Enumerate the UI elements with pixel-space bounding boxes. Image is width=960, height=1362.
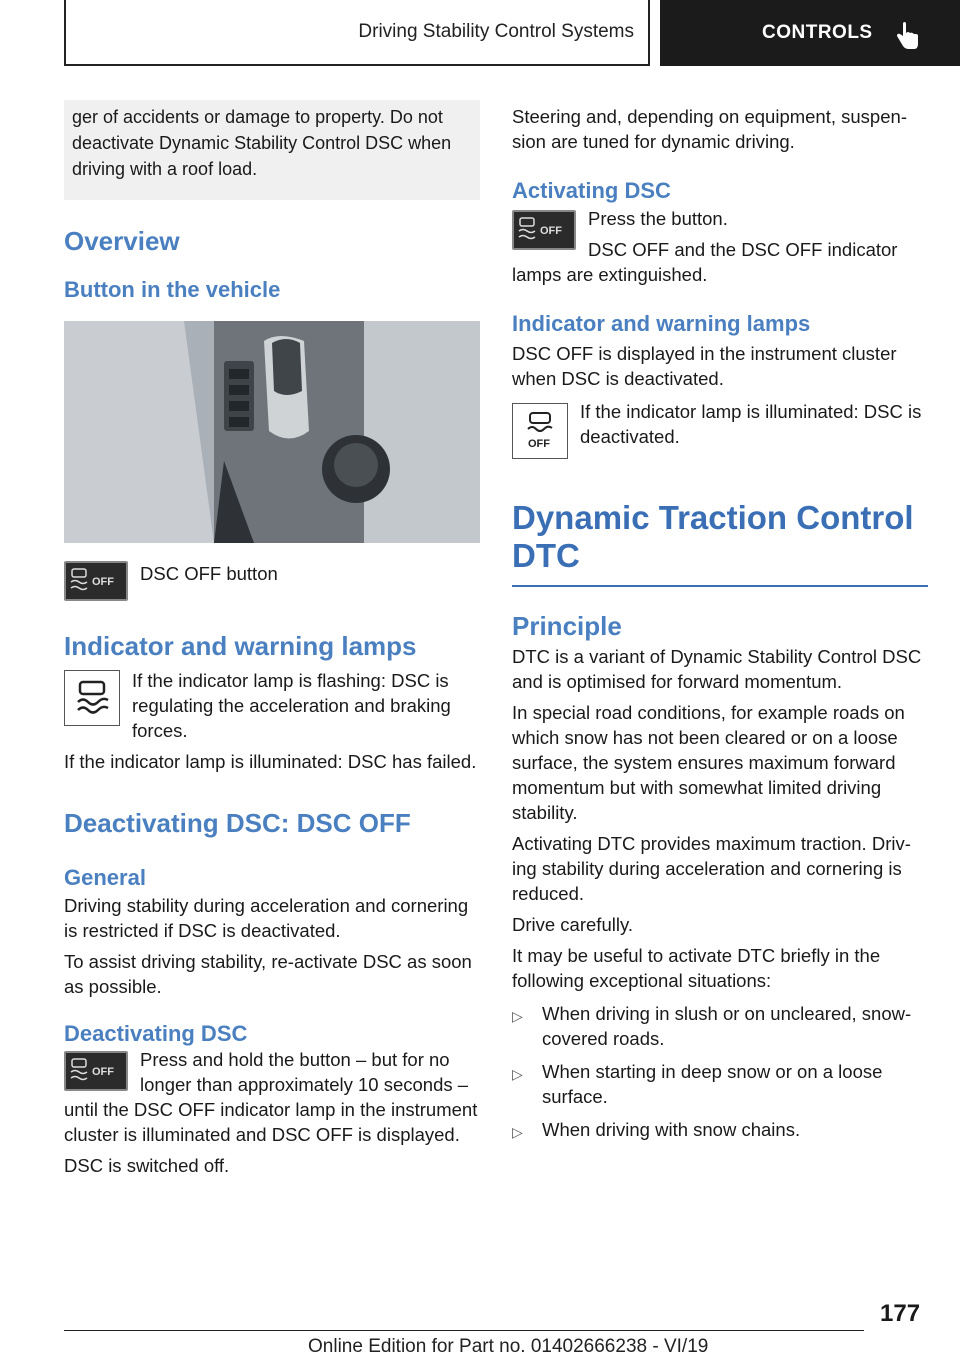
overview-heading: Overview — [64, 226, 180, 256]
footer-divider — [64, 1330, 864, 1331]
principle-paragraph-5: It may be useful to activate DTC briefly in the following exceptional situations: — [512, 945, 881, 991]
list-item — [512, 1001, 928, 1051]
off-label: OFF — [92, 576, 114, 588]
list-item — [512, 1059, 928, 1109]
off-label: OFF — [540, 225, 562, 237]
off-label: OFF — [528, 438, 550, 450]
general-heading: General — [64, 865, 146, 890]
dsc-off-button-row — [64, 561, 480, 601]
button-in-vehicle-heading: Button in the vehicle — [64, 277, 281, 302]
right-indicator-paragraph-1: DSC OFF is displayed in the instrument cluster when DSC is deactivated. — [512, 343, 897, 389]
steering-paragraph: Steering and, depending on equipment, suspension are tuned for dynamic driving. — [512, 106, 907, 152]
right-indicator-lamps-heading: Indicator and warning lamps — [512, 311, 811, 336]
header-section-title — [64, 0, 650, 66]
principle-paragraph-1: DTC is a variant of Dynamic Stability Control DSC and is optimised for forward momentum. — [512, 646, 922, 692]
list-item — [512, 1117, 928, 1145]
dsc-off-indicator-lamp-icon — [512, 403, 568, 459]
chapter-title: CONTROLS — [762, 22, 873, 43]
center-console-photo — [64, 321, 480, 543]
bullet-triangle-icon: ▷ — [512, 1008, 523, 1024]
dsc-switched-off-text: DSC is switched off. — [64, 1155, 230, 1176]
right-column — [512, 100, 928, 1145]
indicator-illuminated-text: If the indicator lamp is illuminated: DSC has failed. — [64, 751, 477, 772]
activate-text-block — [588, 210, 897, 262]
header-chapter-tab — [660, 0, 960, 66]
dsc-indicator-lamp-icon — [64, 670, 120, 726]
right-indicator-paragraph-2: If the indicator lamp is illuminated: DSC is deactivated. — [580, 401, 922, 447]
activate-paragraph-1: Press the button. — [588, 208, 728, 229]
bullet-triangle-icon: ▷ — [512, 1124, 523, 1140]
pointing-hand-icon — [894, 22, 920, 50]
dsc-off-button-icon — [64, 1051, 128, 1091]
off-label: OFF — [92, 1066, 114, 1078]
bullet-text: When driving with snow chains. — [542, 1119, 801, 1140]
dsc-off-button-icon — [512, 210, 576, 250]
section-title: Driving Stability Control Systems — [358, 21, 634, 42]
activate-paragraph-2b: lamps are extinguished. — [512, 264, 708, 285]
dsc-off-button-icon — [64, 561, 128, 601]
principle-paragraph-2: In special road conditions, for example roads on which snow has not been cleared or on a loose surface, the system ensures maximum forward momentum but with somewhat limited driving stability. — [512, 702, 905, 823]
deactivating-dsc-heading: Deactivating DSC: DSC OFF — [64, 808, 411, 838]
bullet-text: When driving in slush or on uncleared, snow-covered roads. — [542, 1003, 912, 1049]
activating-dsc-heading: Activating DSC — [512, 178, 671, 203]
general-paragraph-2: To assist driving stability, re-activate DSC as soon as possible. — [64, 951, 472, 997]
deactivate-button-row — [64, 1051, 480, 1097]
activate-paragraph-2a: DSC OFF and the DSC OFF indicator — [588, 239, 898, 260]
dsc-off-indicator-row — [512, 403, 928, 459]
indicator-flashing-row — [64, 670, 480, 743]
dtc-heading-rule — [512, 585, 928, 587]
footer-edition-text: Online Edition for Part no. 01402666238 - VI/19 — [308, 1336, 709, 1357]
page-number: 177 — [880, 1300, 921, 1327]
bullet-triangle-icon: ▷ — [512, 1066, 523, 1082]
bullet-text: When starting in deep snow or on a loose surface. — [542, 1061, 883, 1107]
general-paragraph-1: Driving stability during acceleration and cornering is restricted if DSC is deactivated. — [64, 895, 469, 941]
left-column — [64, 100, 480, 1178]
principle-paragraph-4: Drive carefully. — [512, 914, 633, 935]
principle-heading: Principle — [512, 611, 622, 641]
dtc-heading: Dynamic Traction Control DTC — [512, 499, 914, 574]
activate-button-row — [512, 210, 928, 262]
center-console-illustration — [64, 321, 480, 543]
deactivate-paragraph-a: Press and hold the button – but for no longer than approximately 10 seconds – — [140, 1049, 469, 1095]
indicator-flashing-text: If the indicator lamp is flashing: DSC is regulating the acceleration and braking forces. — [132, 670, 451, 741]
warning-note-text: ger of accidents or damage to property. Do not deactivate Dynamic Stability Control DSC when driving with a roof load. — [72, 107, 452, 179]
deactivate-paragraph-b: until the DSC OFF indicator lamp in the instrument cluster is illuminated and DSC OFF is displayed. — [64, 1099, 478, 1145]
indicator-lamps-heading: Indicator and warning lamps — [64, 631, 417, 661]
principle-paragraph-3: Activating DTC provides maximum traction. Driving stability during acceleration and cornering is reduced. — [512, 833, 911, 904]
dsc-off-button-caption: DSC OFF button — [140, 563, 278, 584]
warning-note — [64, 100, 480, 200]
deactivating-dsc-subheading: Deactivating DSC — [64, 1021, 248, 1046]
